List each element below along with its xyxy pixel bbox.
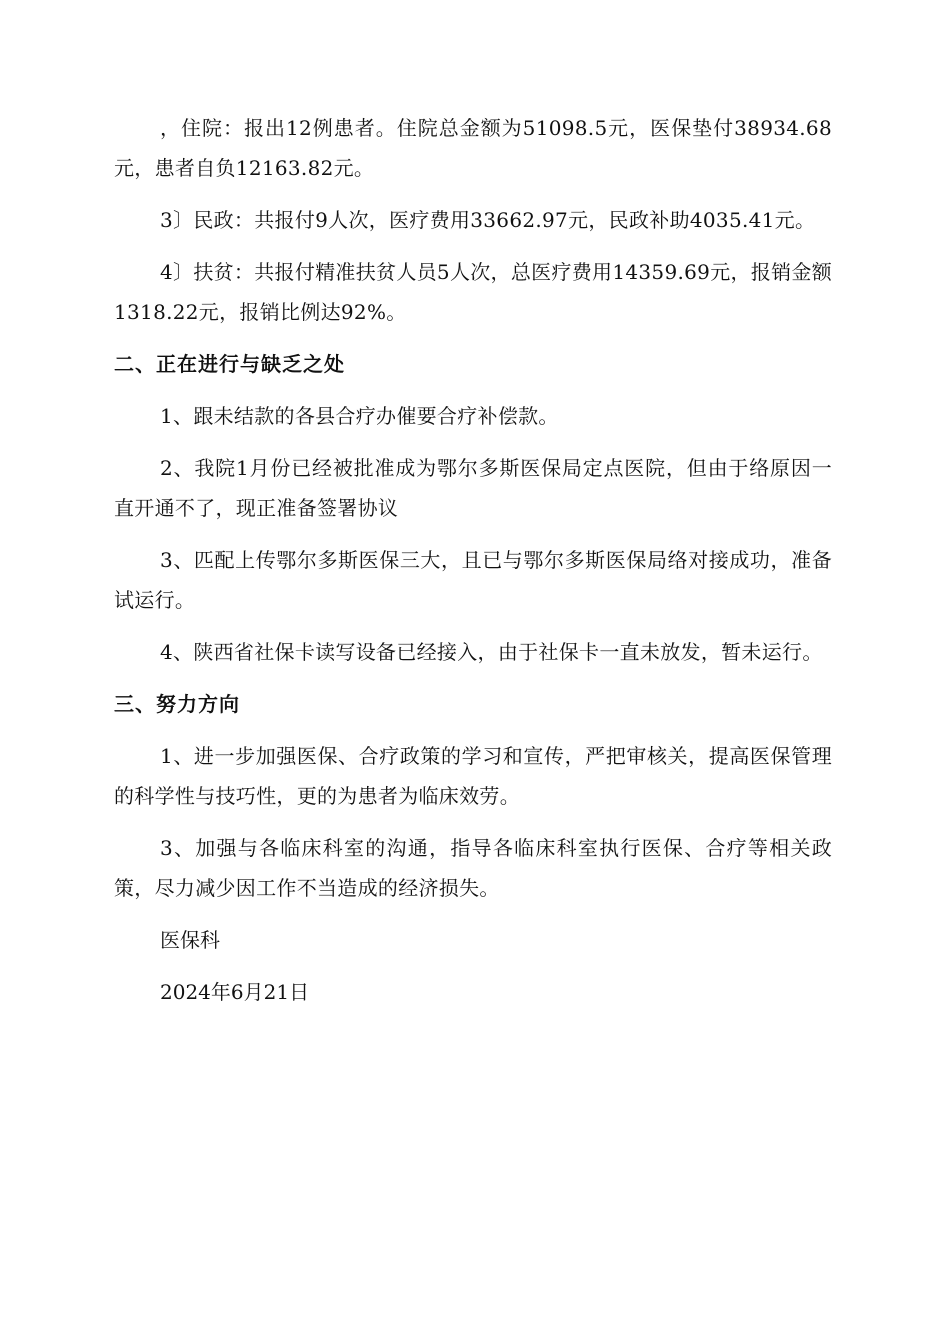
section2-item-1: 1、跟未结款的各县合疗办催要合疗补偿款。 [160, 404, 559, 428]
section2-item-3: 3、匹配上传鄂尔多斯医保三大，且已与鄂尔多斯医保局络对接成功，准备试运行。 [114, 548, 832, 612]
inpatient-paragraph: ，住院：报出12例患者。住院总金额为51098.5元，医保垫付38934.68元，患者自负12163.82元。 [114, 116, 832, 180]
section2-item-4: 4、陕西省社保卡读写设备已经接入，由于社保卡一直未放发，暂未运行。 [160, 640, 823, 664]
signature-date: 2024年6月21日 [160, 980, 310, 1004]
section3-item-1: 1、进一步加强医保、合疗政策的学习和宣传，严把审核关，提高医保管理的科学性与技巧性，更的为患者为临床效劳。 [114, 744, 832, 808]
section3-item-2: 3、加强与各临床科室的沟通，指导各临床科室执行医保、合疗等相关政策，尽力减少因工作不当造成的经济损失。 [114, 836, 832, 900]
poverty-relief-paragraph: 4〕扶贫：共报付精准扶贫人员5人次，总医疗费用14359.69元，报销金额1318.22元，报销比例达92%。 [114, 260, 832, 324]
section3-heading: 三、努力方向 [114, 692, 240, 716]
document-body [114, 108, 832, 1024]
civil-affairs-paragraph: 3〕民政：共报付9人次，医疗费用33662.97元，民政补助4035.41元。 [160, 208, 816, 232]
section2-heading: 二、正在进行与缺乏之处 [114, 352, 345, 376]
section2-item-2: 2、我院1月份已经被批准成为鄂尔多斯医保局定点医院，但由于络原因一直开通不了，现正准备签署协议 [114, 456, 832, 520]
signature-department: 医保科 [160, 928, 220, 952]
